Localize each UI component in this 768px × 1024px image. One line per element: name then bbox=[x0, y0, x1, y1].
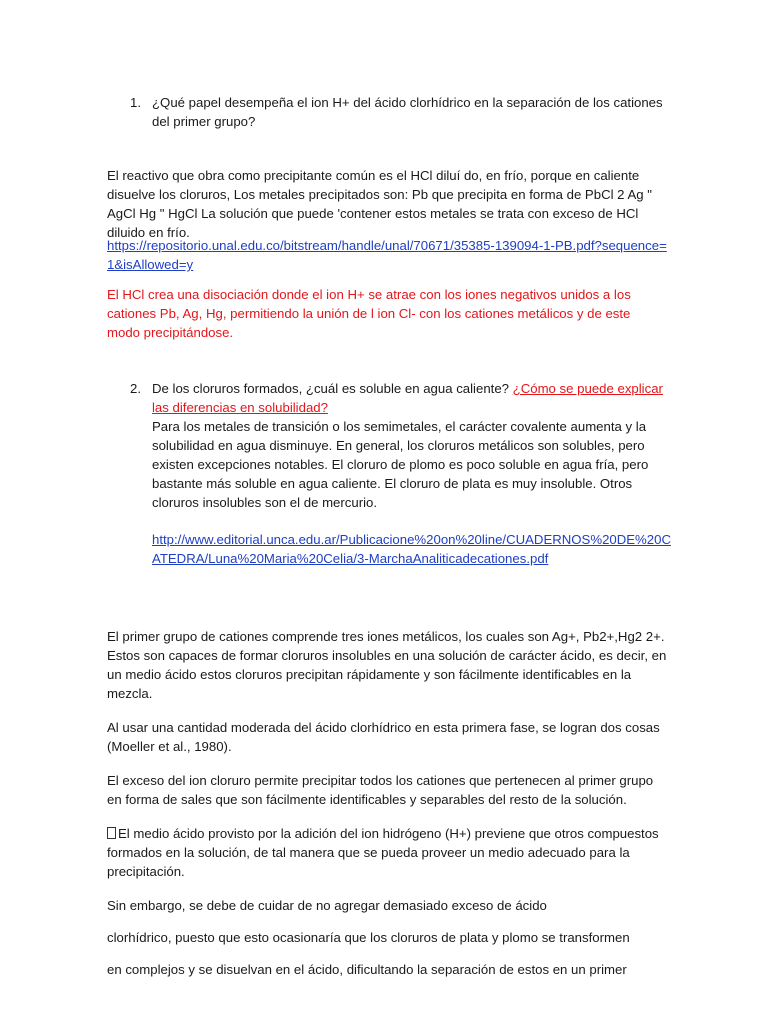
question-2-number: 2. bbox=[130, 381, 141, 396]
question-1-text: ¿Qué papel desempeña el ion H+ del ácido clorhídrico en la separación de los cationes del primer grupo? bbox=[152, 95, 663, 129]
source-link-2[interactable]: http://www.editorial.unca.edu.ar/Publicacione%20on%20line/CUADERNOS%20DE%20CATEDRA/Luna%20Maria%20Celia/3-MarchaAnaliticadecationes.pdf bbox=[152, 532, 671, 566]
question-2-highlight: ¿Cómo se puede explicar las diferencias en solubilidad? bbox=[152, 381, 663, 415]
paragraph-cations: El primer grupo de cationes comprende tres iones metálicos, los cuales son Ag+, Pb2+,Hg2 2+. Estos son capaces de formar cloruros insolubles en una solución de carácter ácido, es decir, en un medio ácido estos cloruros precipitan rápidamente y son fácilmente identificables en la mezcla. bbox=[107, 629, 667, 701]
paragraph-caution-2: clorhídrico, puesto que esto ocasionaría que los cloruros de plata y plomo se transformen bbox=[107, 930, 630, 945]
answer-1-highlight: El HCl crea una disociación donde el ion H+ se atrae con los iones negativos unidos a los cationes Pb, Ag, Hg, permitiendo la unión de l ion Cl- con los cationes metálicos y de este modo precipitándose. bbox=[107, 287, 631, 340]
paragraph-caution-3: en complejos y se disuelvan en el ácido, dificultando la separación de estos en un primer bbox=[107, 962, 627, 977]
paragraph-moderate-acid: Al usar una cantidad moderada del ácido clorhídrico en esta primera fase, se logran dos cosas (Moeller et al., 1980). bbox=[107, 720, 660, 754]
answer-2-paragraph: Para los metales de transición o los semimetales, el carácter covalente aumenta y la solubilidad en agua disminuye. En general, los cloruros metálicos son solubles, pero existen excepciones notables. El cloruro de plomo es poco soluble en agua fría, pero bastante más soluble en agua caliente. El cloruro de plata es muy insoluble. Otros cloruros insolubles son el de mercurio. bbox=[152, 419, 649, 510]
paragraph-chloride-excess: El exceso del ion cloruro permite precipitar todos los cationes que pertenecen al primer grupo en forma de sales que son fácilmente identificables y separables del resto de la solución. bbox=[107, 773, 654, 807]
question-1-number: 1. bbox=[130, 95, 141, 110]
question-2-text: De los cloruros formados, ¿cuál es soluble en agua caliente? bbox=[152, 381, 513, 396]
paragraph-acid-medium-text: El medio ácido provisto por la adición del ion hidrógeno (H+) previene que otros compuestos formados en la solución, de tal manera que se pueda proveer un medio adecuado para la precipitación. bbox=[107, 826, 659, 879]
answer-1-paragraph: El reactivo que obra como precipitante común es el HCl diluí do, en frío, porque en caliente disuelve los cloruros, Los metales precipitados son: Pb que precipita en forma de PbCl 2 Ag " AgCl Hg " HgCl La solución que puede 'contener estos metales se trata con exceso de HCl diluido en frío. bbox=[107, 168, 652, 240]
source-link-1[interactable]: https://repositorio.unal.edu.co/bitstream/handle/unal/70671/35385-139094-1-PB.pdf?sequence=1&isAllowed=y bbox=[107, 238, 667, 272]
paragraph-acid-medium bbox=[107, 824, 667, 881]
question-2-block bbox=[152, 379, 672, 568]
paragraph-caution-1: Sin embargo, se debe de cuidar de no agregar demasiado exceso de ácido bbox=[107, 898, 547, 913]
body-text bbox=[107, 627, 667, 979]
missing-glyph-icon bbox=[107, 827, 116, 839]
